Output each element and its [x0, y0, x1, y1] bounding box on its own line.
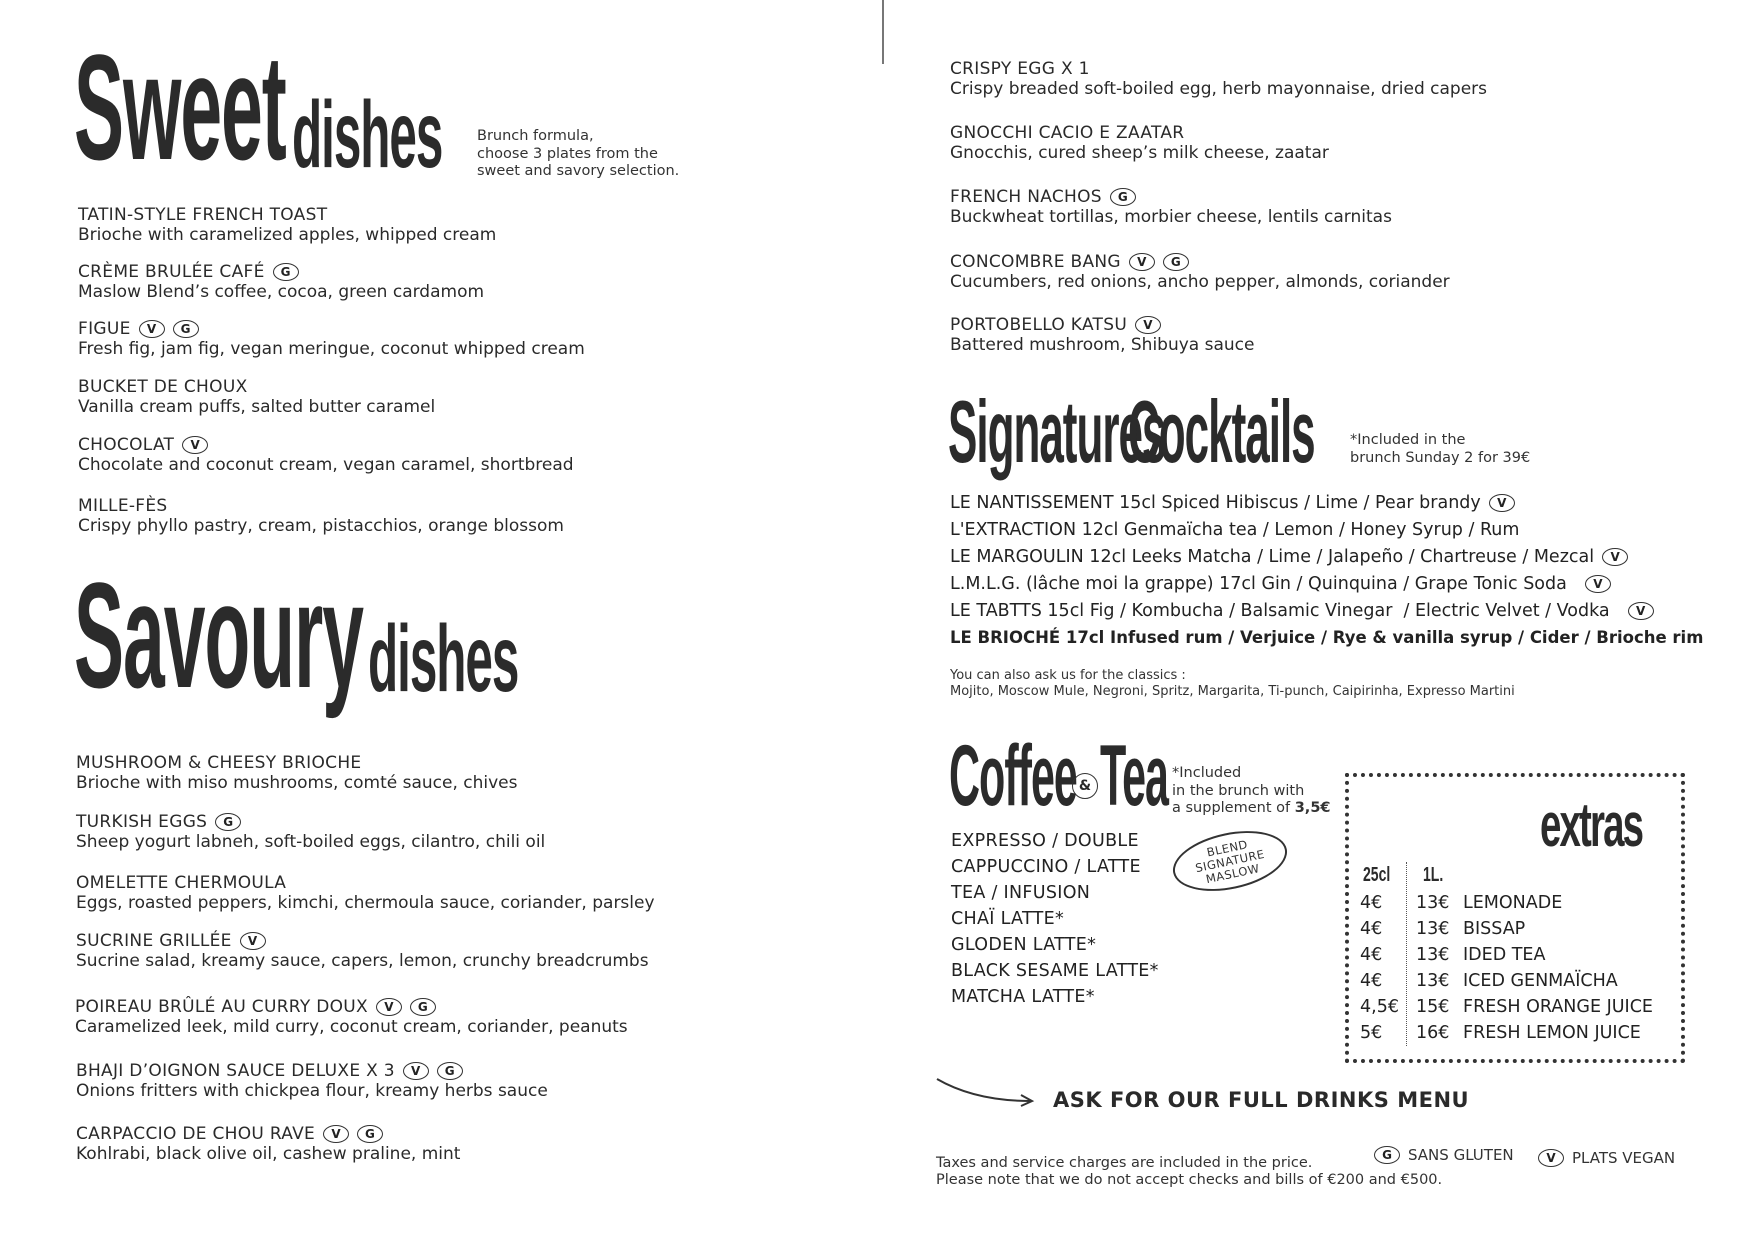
dish-desc: Eggs, roasted peppers, kimchi, chermoula sauce, coriander, parsley	[76, 893, 655, 913]
dish-desc: Onions fritters with chickpea flour, kreamy herbs sauce	[76, 1081, 548, 1101]
vegan-icon: V	[1135, 316, 1161, 334]
footer-note: Taxes and service charges are included in the price. Please note that we do not accept checks and bills of €200 and €500.	[936, 1155, 1443, 1188]
dish-desc: Brioche with caramelized apples, whipped cream	[78, 225, 497, 245]
dish-desc: Sheep yogurt labneh, soft-boiled eggs, cilantro, chili oil	[76, 832, 546, 852]
cocktail-item: LE NANTISSEMENT 15cl Spiced Hibiscus / Lime / Pear brandy V	[950, 493, 1515, 513]
dish-item	[78, 319, 585, 359]
dish-desc: Chocolate and coconut cream, vegan caramel, shortbread	[78, 455, 574, 475]
dish-name: FRENCH NACHOS G	[950, 187, 1392, 207]
dish-item	[76, 931, 649, 971]
cocktail-item: LE MARGOULIN 12cl Leeks Matcha / Lime / Jalapeño / Chartreuse / Mezcal V	[950, 547, 1628, 567]
dish-item	[78, 205, 496, 245]
dish-desc: Gnocchis, cured sheep’s milk cheese, zaatar	[950, 143, 1329, 163]
classics-note: You can also ask us for the classics : Mojito, Moscow Mule, Negroni, Spritz, Margarita, Ti-punch, Caipirinha, Expresso Martini	[950, 668, 1515, 699]
brunch-formula-note: Brunch formula, choose 3 plates from the sweet and savory selection.	[477, 128, 680, 180]
legend-vegan: V PLATS VEGAN	[1538, 1149, 1675, 1167]
savoury-title-small: dishes	[368, 606, 519, 712]
vegan-icon: V	[1538, 1149, 1564, 1167]
vegan-icon: V	[1602, 548, 1628, 566]
gluten-free-icon: G	[273, 263, 299, 281]
dish-name: PORTOBELLO KATSU V	[950, 315, 1254, 335]
ask-full-drinks-menu: ASK FOR OUR FULL DRINKS MENU	[1053, 1088, 1470, 1112]
coffee-title: Coffee	[949, 728, 1077, 824]
dish-name: TATIN-STYLE FRENCH TOAST	[78, 205, 328, 225]
dish-name: FIGUE V G	[78, 319, 585, 339]
vegan-icon: V	[182, 436, 208, 454]
dish-desc: Caramelized leek, mild curry, coconut cream, coriander, peanuts	[75, 1017, 628, 1037]
dish-name: MUSHROOM & CHEESY BRIOCHE	[76, 753, 362, 773]
dish-desc: Vanilla cream puffs, salted butter caramel	[78, 397, 436, 417]
gluten-free-icon: G	[215, 813, 241, 831]
dish-desc: Buckwheat tortillas, morbier cheese, lentils carnitas	[950, 207, 1392, 227]
dish-item	[76, 1061, 548, 1101]
dish-desc: Sucrine salad, kreamy sauce, capers, lemon, crunchy breadcrumbs	[76, 951, 649, 971]
cocktail-item: L'EXTRACTION 12cl Genmaïcha tea / Lemon / Honey Syrup / Rum	[950, 520, 1520, 540]
gluten-free-icon: G	[173, 320, 199, 338]
dish-name: CRÈME BRULÉE CAFÉ G	[78, 262, 484, 282]
dish-name: BUCKET DE CHOUX	[78, 377, 248, 397]
dish-item	[76, 873, 655, 913]
dish-name: CARPACCIO DE CHOU RAVE V G	[76, 1124, 460, 1144]
dish-item	[76, 1124, 460, 1164]
sweet-title-small: dishes	[292, 82, 443, 188]
blend-signature-stamp: BLEND SIGNATURE MASLOW	[1167, 822, 1292, 901]
dish-item	[78, 377, 435, 417]
vegan-icon: V	[376, 998, 402, 1016]
extras-col-25cl: 25cl	[1363, 864, 1391, 886]
vegan-icon: V	[139, 320, 165, 338]
dish-name: CHOCOLAT V	[78, 435, 574, 455]
dish-desc: Fresh fig, jam fig, vegan meringue, coconut whipped cream	[78, 339, 585, 359]
legend-gluten-free: G SANS GLUTEN	[1374, 1146, 1514, 1164]
dish-desc: Crispy phyllo pastry, cream, pistacchios, orange blossom	[78, 516, 564, 536]
arrow-icon	[935, 1075, 1035, 1111]
dish-item	[950, 315, 1254, 355]
gluten-free-icon: G	[1163, 253, 1189, 271]
dish-name: SUCRINE GRILLÉE V	[76, 931, 649, 951]
vegan-icon: V	[1628, 602, 1654, 620]
dish-desc: Cucumbers, red onions, ancho pepper, almonds, coriander	[950, 272, 1450, 292]
cocktails-title: Signatures	[948, 382, 1166, 481]
dish-item	[950, 187, 1392, 227]
dish-item	[78, 262, 484, 302]
coffee-item: BLACK SESAME LATTE*	[951, 961, 1159, 981]
ampersand-icon: &	[1072, 773, 1098, 799]
dish-item	[76, 812, 545, 852]
vegan-icon: V	[403, 1062, 429, 1080]
gluten-free-icon: G	[357, 1125, 383, 1143]
dish-name: MILLE-FÈS	[78, 496, 168, 516]
dish-item	[78, 496, 564, 536]
savoury-title-big: Savoury	[74, 551, 363, 719]
dish-desc: Battered mushroom, Shibuya sauce	[950, 335, 1255, 355]
vegan-icon: V	[1129, 253, 1155, 271]
dish-item	[75, 997, 628, 1037]
extras-title: extras	[1540, 791, 1643, 860]
dish-name: BHAJI D’OIGNON SAUCE DELUXE X 3 V G	[76, 1061, 548, 1081]
coffee-item: CHAÏ LATTE*	[951, 909, 1065, 929]
tea-title: Tea	[1100, 728, 1168, 824]
dish-item	[950, 59, 1487, 99]
cocktail-item: LE BRIOCHÉ 17cl Infused rum / Verjuice / Rye & vanilla syrup / Cider / Brioche rim	[950, 628, 1704, 647]
gluten-free-icon: G	[410, 998, 436, 1016]
gluten-free-icon: G	[1110, 188, 1136, 206]
dish-name: POIREAU BRÛLÉ AU CURRY DOUX V G	[75, 997, 628, 1017]
dish-item	[950, 252, 1450, 292]
dish-desc: Brioche with miso mushrooms, comté sauce, chives	[76, 773, 518, 793]
vegan-icon: V	[1585, 575, 1611, 593]
gluten-free-icon: G	[437, 1062, 463, 1080]
dish-name: CONCOMBRE BANG V G	[950, 252, 1450, 272]
dish-name: GNOCCHI CACIO E ZAATAR	[950, 123, 1185, 143]
sweet-title-big: Sweet	[74, 23, 286, 191]
coffee-item: CAPPUCCINO / LATTE	[951, 857, 1141, 877]
cocktails-title-2: Cocktails	[1128, 382, 1315, 481]
vegan-icon: V	[240, 932, 266, 950]
dish-desc: Maslow Blend’s coffee, cocoa, green cardamom	[78, 282, 485, 302]
cocktails-note: *Included in the brunch Sunday 2 for 39€	[1350, 432, 1531, 466]
center-divider	[882, 0, 884, 64]
dish-item	[78, 435, 574, 475]
dish-name: CRISPY EGG X 1	[950, 59, 1090, 79]
dish-name: TURKISH EGGS G	[76, 812, 545, 832]
extras-divider	[1406, 862, 1407, 1046]
dish-desc: Crispy breaded soft-boiled egg, herb mayonnaise, dried capers	[950, 79, 1487, 99]
gluten-free-icon: G	[1374, 1146, 1400, 1164]
coffee-item: GLODEN LATTE*	[951, 935, 1097, 955]
coffee-note: *Included in the brunch with a supplement of 3,5€	[1172, 765, 1331, 816]
cocktail-item: L.M.L.G. (lâche moi la grappe) 17cl Gin / Quinquina / Grape Tonic Soda V	[950, 574, 1611, 594]
coffee-item: MATCHA LATTE*	[951, 987, 1095, 1007]
vegan-icon: V	[1489, 494, 1515, 512]
dish-item	[76, 753, 518, 793]
vegan-icon: V	[323, 1125, 349, 1143]
extras-col-1l: 1L.	[1423, 864, 1444, 886]
cocktail-item: LE TABTTS 15cl Fig / Kombucha / Balsamic Vinegar / Electric Velvet / Vodka V	[950, 601, 1654, 621]
dish-desc: Kohlrabi, black olive oil, cashew praline, mint	[76, 1144, 461, 1164]
dish-item	[950, 123, 1329, 163]
coffee-item: TEA / INFUSION	[951, 883, 1091, 903]
dish-name: OMELETTE CHERMOULA	[76, 873, 287, 893]
coffee-item: EXPRESSO / DOUBLE	[951, 831, 1139, 851]
